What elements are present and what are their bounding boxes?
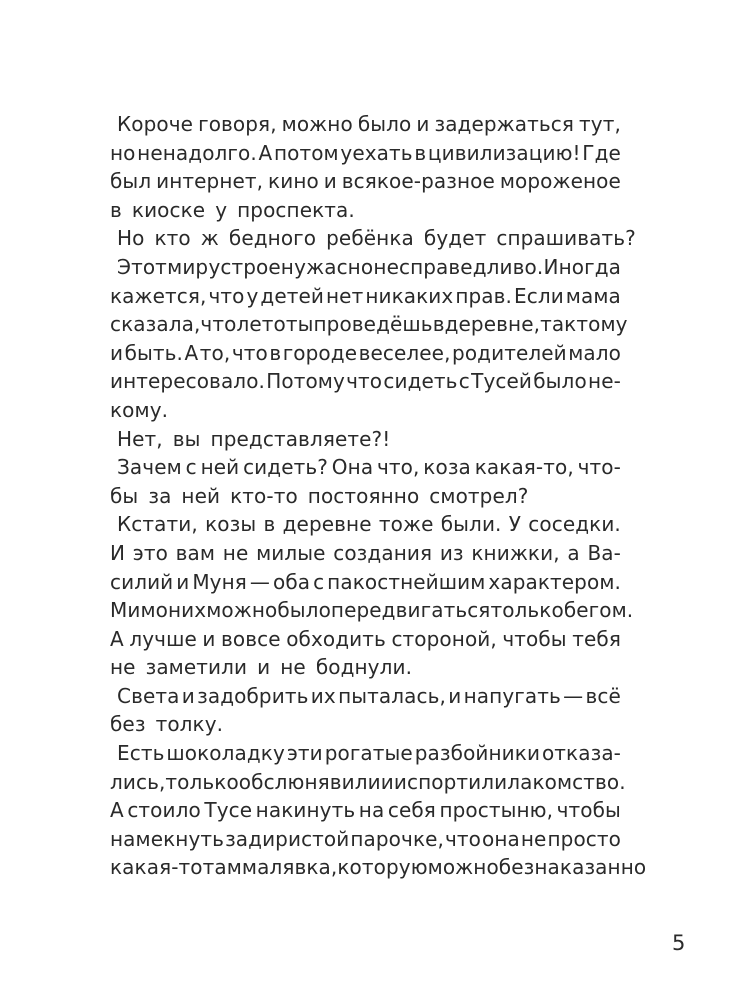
word: что bbox=[208, 283, 245, 308]
text-line bbox=[110, 339, 621, 368]
word: создания bbox=[333, 540, 433, 565]
word: характером. bbox=[488, 569, 621, 594]
word: Нет, bbox=[117, 426, 163, 451]
word: киоске bbox=[131, 197, 206, 222]
word: мало bbox=[568, 340, 621, 365]
word: задобрить bbox=[197, 683, 309, 708]
word: проведёшь bbox=[313, 312, 433, 337]
text-line bbox=[110, 110, 621, 139]
word: не bbox=[520, 826, 547, 851]
word: спрашивать? bbox=[496, 226, 636, 251]
text-line bbox=[110, 196, 621, 225]
word: на bbox=[358, 798, 385, 823]
word: можно bbox=[206, 598, 278, 623]
word: в bbox=[110, 197, 122, 222]
text-line bbox=[110, 453, 621, 482]
word: Муня bbox=[192, 569, 247, 594]
word: что bbox=[346, 369, 383, 394]
word: ж bbox=[200, 226, 219, 251]
word: можно bbox=[427, 855, 499, 880]
word: оба bbox=[272, 569, 311, 594]
word: пакостнейшим bbox=[327, 569, 486, 594]
word: говоря, bbox=[198, 112, 277, 136]
word: Мимо bbox=[110, 598, 168, 623]
word: мороженое bbox=[499, 169, 621, 194]
word: Тусе bbox=[204, 798, 253, 823]
word: чтобы bbox=[556, 798, 621, 823]
text-line bbox=[110, 425, 621, 454]
word: коза bbox=[423, 455, 471, 480]
word: передвигаться bbox=[330, 598, 491, 623]
word: накинуть bbox=[255, 798, 356, 823]
word: и bbox=[416, 112, 430, 136]
word: Кстати, bbox=[117, 512, 198, 537]
word: тоже bbox=[378, 512, 434, 537]
text-line bbox=[110, 768, 626, 797]
word: деревне bbox=[282, 512, 372, 537]
word: ненадолго. bbox=[137, 140, 257, 165]
word: это bbox=[132, 540, 168, 565]
word: уехать bbox=[340, 140, 413, 165]
word: не bbox=[110, 655, 136, 680]
word: в bbox=[432, 312, 445, 337]
word: за bbox=[148, 483, 172, 508]
word: что bbox=[231, 340, 268, 365]
word: и bbox=[448, 683, 462, 708]
text-line bbox=[110, 396, 621, 425]
word: У bbox=[508, 512, 522, 537]
word: книжки, bbox=[471, 540, 560, 565]
word: безнаказанно bbox=[498, 855, 647, 880]
word: А bbox=[258, 140, 273, 165]
word: Но bbox=[117, 226, 145, 251]
word: эти bbox=[286, 741, 323, 766]
word: постоянно bbox=[307, 483, 420, 508]
word: смотрел? bbox=[429, 483, 529, 508]
word: Света bbox=[117, 683, 180, 708]
word: и bbox=[380, 769, 394, 794]
text-line bbox=[110, 282, 621, 311]
text-line bbox=[110, 825, 621, 854]
word: Есть bbox=[117, 741, 165, 766]
word: быть. bbox=[124, 340, 184, 365]
body-text bbox=[110, 110, 647, 882]
word: А bbox=[110, 626, 124, 651]
text-line bbox=[110, 539, 621, 568]
word: проспекта. bbox=[237, 197, 355, 222]
word: всё bbox=[585, 683, 621, 708]
word: Если bbox=[513, 283, 564, 308]
word: толку. bbox=[155, 712, 224, 737]
text-line bbox=[110, 510, 621, 539]
word: ней bbox=[200, 455, 240, 480]
word: лето bbox=[236, 312, 286, 337]
word: так bbox=[540, 312, 577, 337]
word: Она bbox=[331, 455, 374, 480]
word: цивилизацию! bbox=[427, 140, 581, 165]
word: что bbox=[444, 826, 481, 851]
word: кино bbox=[268, 169, 319, 194]
text-line bbox=[110, 625, 621, 654]
word: в bbox=[263, 512, 276, 537]
word: И bbox=[110, 540, 126, 565]
word: без bbox=[110, 712, 146, 737]
word: Зачем bbox=[117, 455, 182, 480]
word: детей bbox=[260, 283, 324, 308]
word: прав. bbox=[455, 283, 512, 308]
word: в bbox=[414, 140, 427, 165]
word: какая-то bbox=[110, 855, 203, 880]
word: деревне, bbox=[444, 312, 541, 337]
word: что- bbox=[577, 455, 621, 480]
word: потом bbox=[273, 140, 339, 165]
word: был bbox=[110, 169, 152, 194]
word: будет bbox=[423, 226, 487, 251]
page-number: 5 bbox=[672, 931, 686, 955]
word: милые bbox=[256, 540, 326, 565]
word: стоило bbox=[127, 798, 201, 823]
word: сидеть bbox=[383, 369, 458, 394]
word: в bbox=[269, 340, 282, 365]
word: не bbox=[222, 540, 249, 565]
word: было bbox=[277, 598, 331, 623]
word: бы bbox=[110, 483, 139, 508]
word: лись, bbox=[110, 769, 166, 794]
word: рогатые bbox=[324, 741, 413, 766]
word: задержаться bbox=[434, 112, 575, 136]
word: Иногда bbox=[543, 254, 621, 279]
word: ребёнка bbox=[326, 226, 414, 251]
word: просто bbox=[547, 826, 621, 851]
word: малявка, bbox=[241, 855, 338, 880]
word: отказа- bbox=[541, 741, 621, 766]
word: тебя bbox=[572, 626, 621, 651]
word: Ва- bbox=[587, 540, 621, 565]
word: бегом. bbox=[563, 598, 634, 623]
word: у bbox=[246, 283, 259, 308]
word: стороной, bbox=[391, 626, 497, 651]
word: были. bbox=[440, 512, 502, 537]
text-line bbox=[110, 596, 634, 625]
word: которую bbox=[337, 855, 428, 880]
word: из bbox=[439, 540, 464, 565]
word: никаких bbox=[365, 283, 454, 308]
word: не- bbox=[588, 369, 621, 394]
word: там bbox=[202, 855, 242, 880]
word: интересовало. bbox=[110, 369, 265, 394]
word: лучше bbox=[129, 626, 197, 651]
word: ты bbox=[285, 312, 314, 337]
word: испортили bbox=[393, 769, 508, 794]
text-line bbox=[110, 139, 621, 168]
word: то, bbox=[199, 340, 231, 365]
word: и bbox=[181, 683, 195, 708]
word: вы bbox=[172, 426, 201, 451]
word: парочке, bbox=[350, 826, 444, 851]
word: бедного bbox=[228, 226, 317, 251]
text-line bbox=[110, 482, 621, 511]
word: шоколадку bbox=[166, 741, 285, 766]
word: она bbox=[482, 826, 520, 851]
text-line bbox=[110, 167, 621, 196]
word: но bbox=[110, 140, 136, 165]
word: сказала, bbox=[110, 312, 201, 337]
word: родителей bbox=[452, 340, 567, 365]
word: кто bbox=[154, 226, 191, 251]
text-line bbox=[110, 710, 621, 739]
word: пыталась, bbox=[338, 683, 446, 708]
text-line bbox=[110, 367, 621, 396]
word: тут, bbox=[579, 112, 621, 136]
word: какая-то, bbox=[474, 455, 574, 480]
word: мир bbox=[167, 254, 209, 279]
text-line bbox=[110, 653, 621, 682]
word: интернет, bbox=[156, 169, 264, 194]
word: веселее, bbox=[358, 340, 451, 365]
word: Этот bbox=[117, 254, 167, 279]
word: Потому bbox=[266, 369, 345, 394]
word: что, bbox=[377, 455, 420, 480]
word: разбойники bbox=[414, 741, 541, 766]
word: городе bbox=[282, 340, 358, 365]
word: себя bbox=[387, 798, 436, 823]
word: обходить bbox=[286, 626, 386, 651]
word: с bbox=[458, 369, 470, 394]
word: напугать bbox=[463, 683, 561, 708]
word: боднули. bbox=[315, 655, 413, 680]
word: козы bbox=[205, 512, 257, 537]
word: не bbox=[280, 655, 306, 680]
word: было bbox=[533, 369, 587, 394]
word: кому. bbox=[110, 397, 169, 422]
word: чтобы bbox=[502, 626, 567, 651]
word: можно bbox=[281, 112, 353, 136]
word: Где bbox=[582, 140, 621, 165]
word: было bbox=[357, 112, 412, 136]
text-line bbox=[110, 739, 621, 768]
word: них bbox=[167, 598, 207, 623]
word: нет bbox=[325, 283, 364, 308]
text-line bbox=[110, 253, 621, 282]
text-line bbox=[110, 568, 621, 597]
text-line bbox=[110, 310, 628, 339]
word: и bbox=[110, 340, 124, 365]
word: и bbox=[176, 569, 190, 594]
word: с bbox=[185, 455, 197, 480]
word: и bbox=[257, 655, 271, 680]
word: задиристой bbox=[225, 826, 350, 851]
word: — bbox=[249, 569, 271, 594]
word: силий bbox=[110, 569, 174, 594]
word: несправедливо. bbox=[373, 254, 544, 279]
word: простыню, bbox=[439, 798, 554, 823]
word: лакомство. bbox=[507, 769, 626, 794]
word: заметили bbox=[145, 655, 248, 680]
word: А bbox=[184, 340, 199, 365]
word: только bbox=[490, 598, 564, 623]
word: что bbox=[200, 312, 237, 337]
text-line bbox=[110, 796, 621, 825]
text-line bbox=[110, 224, 636, 253]
word: ней bbox=[181, 483, 221, 508]
word: соседки. bbox=[528, 512, 621, 537]
word: вовсе bbox=[221, 626, 281, 651]
word: вам bbox=[175, 540, 216, 565]
word: намекнуть bbox=[110, 826, 225, 851]
word: и bbox=[202, 626, 216, 651]
word: обслюнявили bbox=[238, 769, 381, 794]
word: и bbox=[323, 169, 337, 194]
text-line bbox=[110, 682, 621, 711]
word: мама bbox=[565, 283, 621, 308]
word: с bbox=[313, 569, 325, 594]
word: кто-то bbox=[230, 483, 298, 508]
word: у bbox=[215, 197, 228, 222]
word: сидеть? bbox=[243, 455, 328, 480]
word: всякое-разное bbox=[341, 169, 495, 194]
word: только bbox=[165, 769, 239, 794]
word: — bbox=[563, 683, 584, 708]
word: кажется, bbox=[110, 283, 207, 308]
word: устроен bbox=[208, 254, 294, 279]
word: их bbox=[310, 683, 336, 708]
word: Короче bbox=[117, 112, 194, 136]
word: А bbox=[110, 798, 124, 823]
word: тому bbox=[576, 312, 628, 337]
word: ужасно bbox=[294, 254, 374, 279]
word: представляете?! bbox=[210, 426, 391, 451]
text-line bbox=[110, 853, 647, 882]
word: Тусей bbox=[471, 369, 532, 394]
word: а bbox=[567, 540, 580, 565]
